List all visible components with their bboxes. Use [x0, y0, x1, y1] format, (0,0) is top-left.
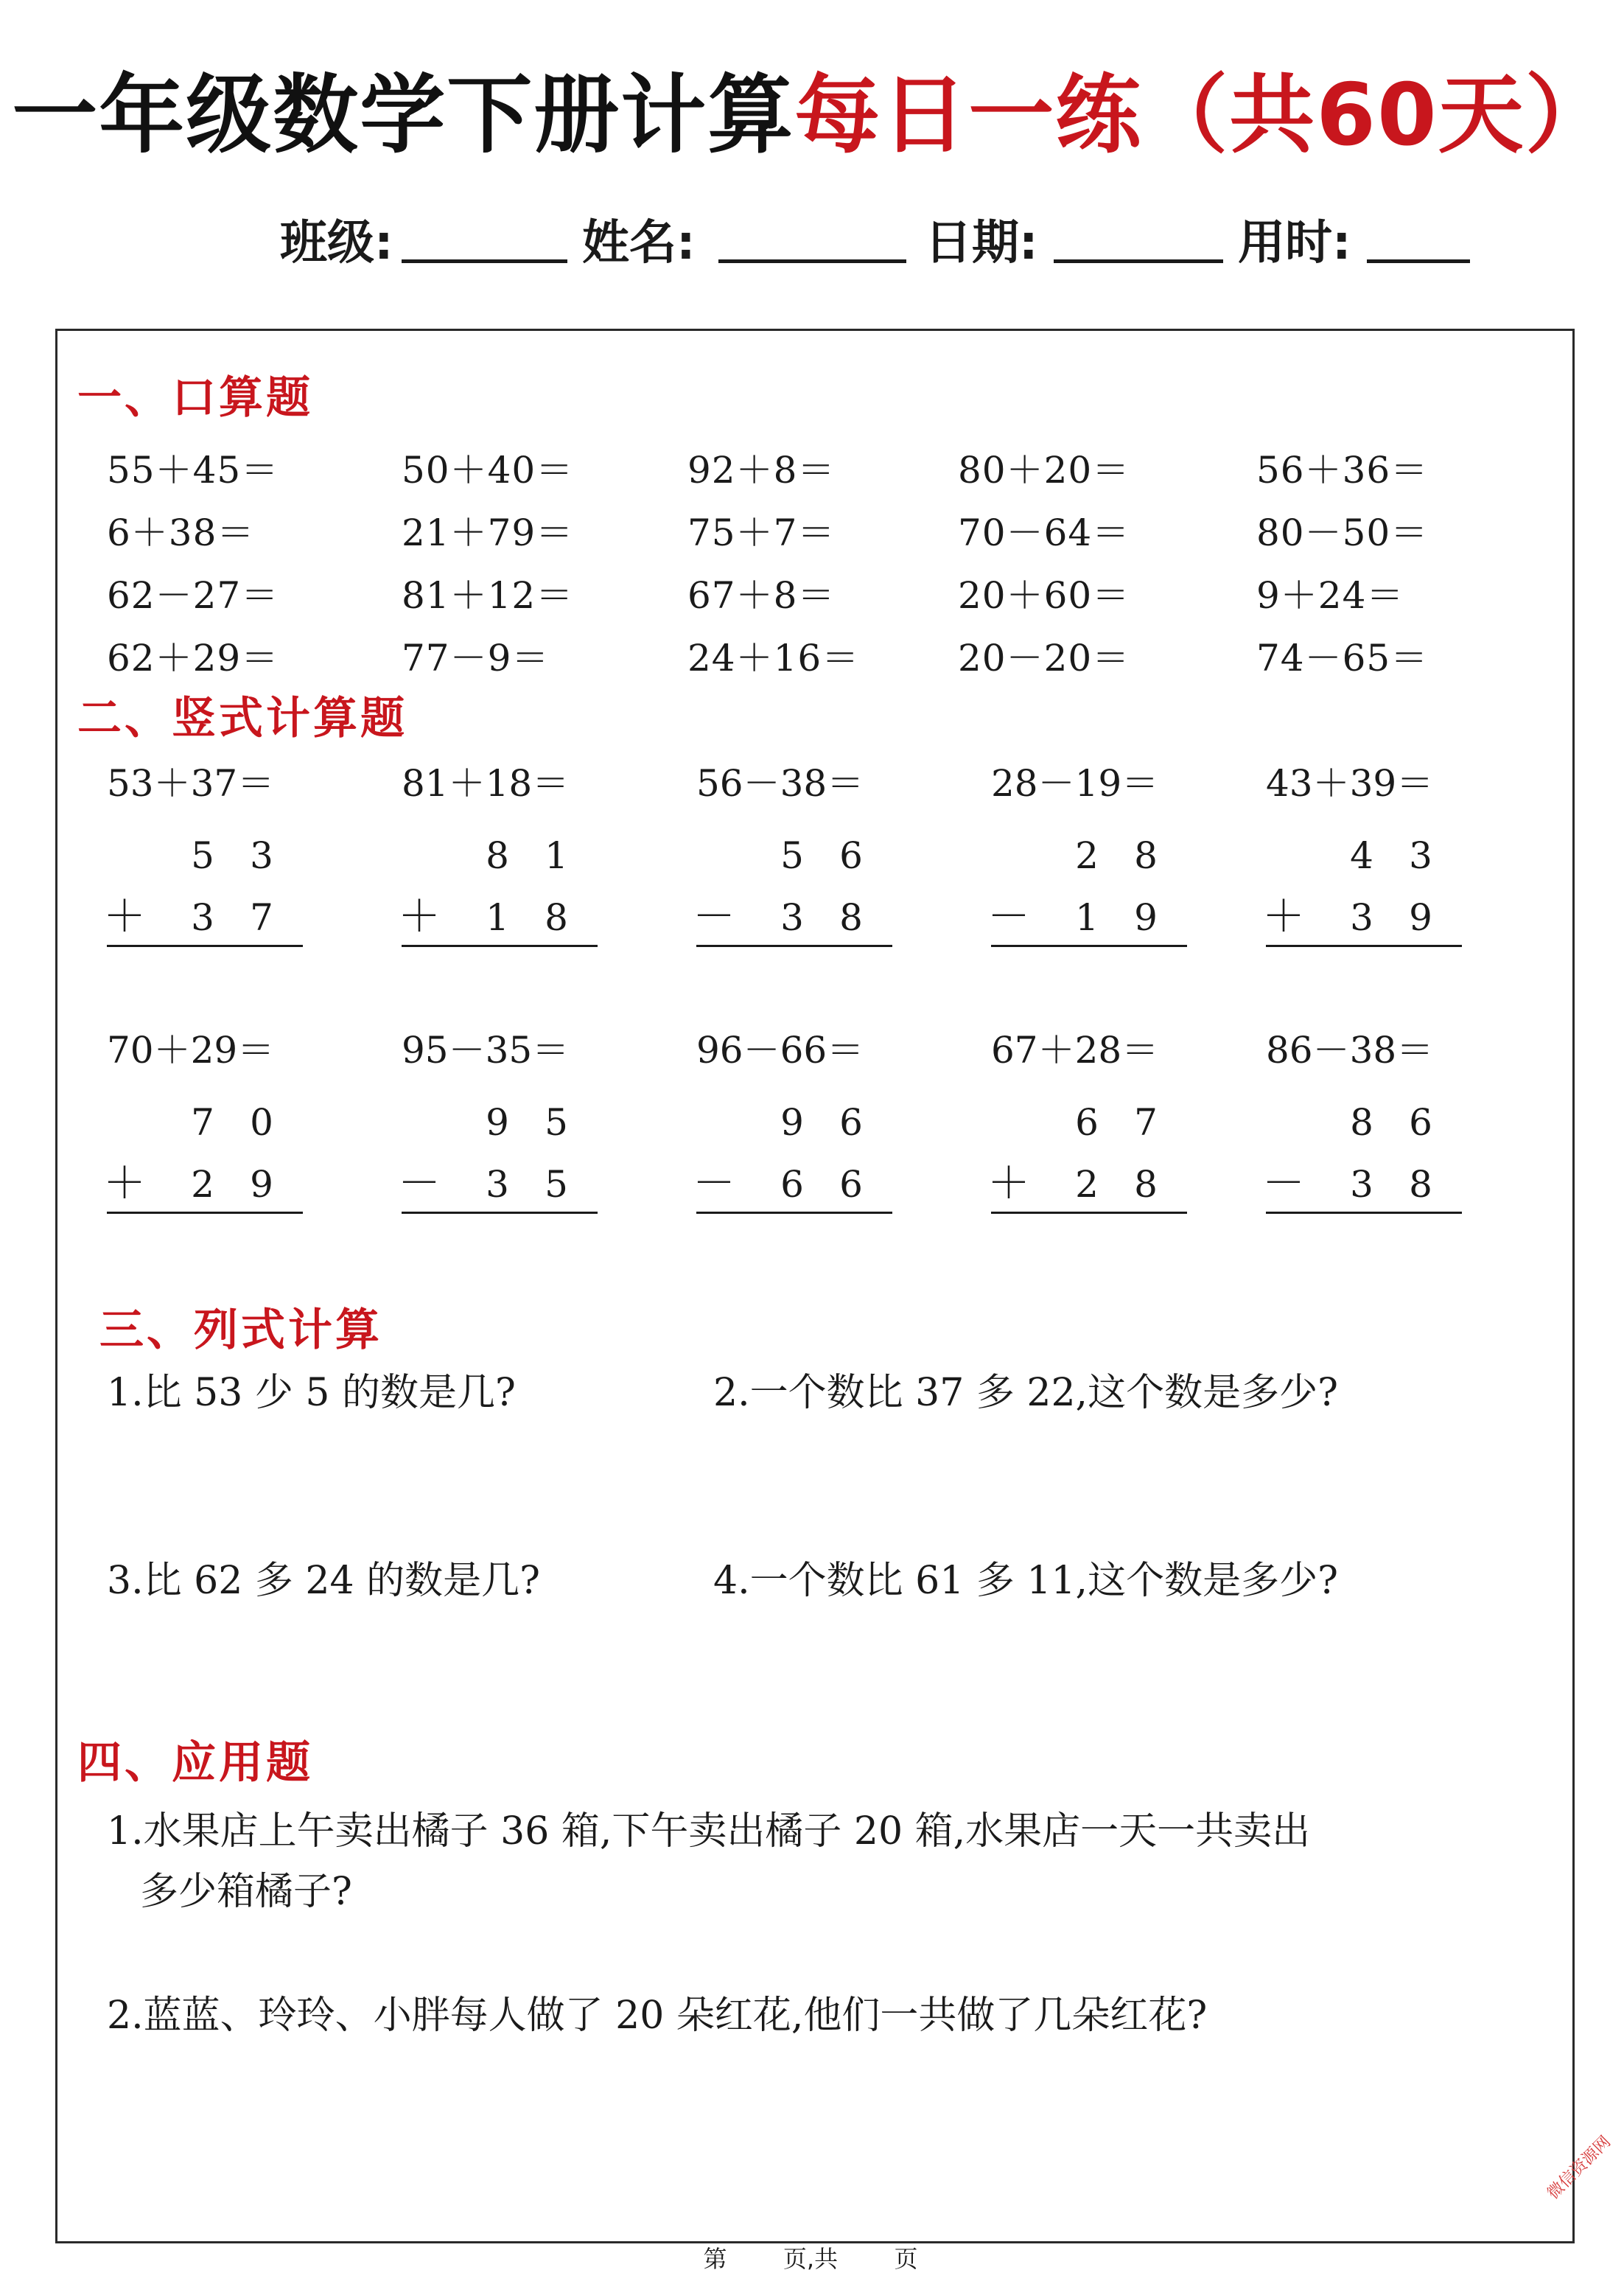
title-main: 一年级数学下册计算 — [12, 66, 795, 165]
operator-sign: ＋ — [987, 1158, 1031, 1208]
date-blank[interactable] — [1054, 259, 1223, 263]
bottom-ones-digit: 8 — [839, 896, 863, 939]
oral-problem: 77－9＝ — [402, 637, 550, 680]
top-ones-digit: 5 — [545, 1101, 568, 1144]
section-equation-title: 三、列式计算 — [99, 1304, 382, 1356]
equation-question-4: 4.一个数比 61 多 11,这个数是多少? — [713, 1559, 1338, 1603]
answer-line — [991, 945, 1187, 947]
answer-line — [107, 1212, 303, 1214]
vertical-problem-equation: 81＋18＝ — [402, 762, 570, 805]
answer-line — [991, 1212, 1187, 1214]
top-tens-digit: 5 — [780, 834, 804, 877]
bottom-tens-digit: 1 — [486, 896, 509, 939]
footer-page-total: 页,共 — [783, 2245, 839, 2273]
name-label: 姓名: — [582, 216, 696, 270]
oral-problem: 62－27＝ — [107, 574, 279, 617]
operator-sign: ＋ — [398, 891, 441, 941]
answer-line — [107, 945, 303, 947]
oral-problem: 20＋60＝ — [958, 574, 1130, 617]
oral-problem: 80＋20＝ — [958, 449, 1130, 492]
vertical-problem-equation: 95－35＝ — [402, 1029, 570, 1072]
top-tens-digit: 8 — [486, 834, 509, 877]
oral-problem: 92＋8＝ — [687, 449, 836, 492]
bottom-ones-digit: 9 — [1134, 896, 1158, 939]
bottom-tens-digit: 3 — [1350, 1163, 1373, 1206]
top-ones-digit: 6 — [839, 1101, 863, 1144]
oral-problem: 50＋40＝ — [402, 449, 574, 492]
word-problem-1-line-1: 1.水果店上午卖出橘子 36 箱,下午卖出橘子 20 箱,水果店一天一共卖出 — [107, 1809, 1311, 1854]
bottom-tens-digit: 2 — [191, 1163, 214, 1206]
oral-problem: 9＋24＝ — [1256, 574, 1404, 617]
oral-problem: 24＋16＝ — [687, 637, 860, 680]
operator-sign: － — [1262, 1158, 1306, 1208]
name-blank[interactable] — [718, 259, 906, 263]
vertical-problem-equation: 56－38＝ — [696, 762, 864, 805]
oral-problem: 80－50＝ — [1256, 511, 1429, 554]
oral-problem: 67＋8＝ — [687, 574, 836, 617]
bottom-tens-digit: 1 — [1075, 896, 1099, 939]
top-ones-digit: 0 — [250, 1101, 273, 1144]
answer-line — [696, 945, 892, 947]
top-tens-digit: 2 — [1075, 834, 1099, 877]
date-label: 日期: — [925, 216, 1038, 270]
time-label: 用时: — [1238, 216, 1351, 270]
bottom-tens-digit: 6 — [780, 1163, 804, 1206]
title-highlight: 每日一练（共60天） — [794, 66, 1612, 165]
oral-problem: 55＋45＝ — [107, 449, 279, 492]
top-tens-digit: 8 — [1350, 1101, 1373, 1144]
class-label: 班级: — [280, 216, 393, 270]
vertical-problem-equation: 67＋28＝ — [991, 1029, 1159, 1072]
equation-question-3: 3.比 62 多 24 的数是几? — [107, 1559, 540, 1603]
top-tens-digit: 9 — [780, 1101, 804, 1144]
footer-page-suffix: 页 — [894, 2245, 918, 2273]
bottom-ones-digit: 9 — [1409, 896, 1432, 939]
bottom-ones-digit: 5 — [545, 1163, 568, 1206]
operator-sign: － — [693, 1158, 736, 1208]
top-ones-digit: 3 — [1409, 834, 1432, 877]
word-problem-1-line-2: 多少箱橘子? — [140, 1870, 352, 1914]
bottom-ones-digit: 8 — [1409, 1163, 1432, 1206]
top-tens-digit: 7 — [191, 1101, 214, 1144]
operator-sign: ＋ — [103, 891, 147, 941]
class-blank[interactable] — [402, 259, 567, 263]
bottom-ones-digit: 7 — [250, 896, 273, 939]
oral-problem: 70－64＝ — [958, 511, 1130, 554]
oral-problem: 62＋29＝ — [107, 637, 279, 680]
top-ones-digit: 1 — [545, 834, 568, 877]
bottom-ones-digit: 8 — [545, 896, 568, 939]
top-tens-digit: 4 — [1350, 834, 1373, 877]
oral-problem: 56＋36＝ — [1256, 449, 1429, 492]
answer-line — [402, 1212, 598, 1214]
top-tens-digit: 6 — [1075, 1101, 1099, 1144]
top-ones-digit: 6 — [839, 834, 863, 877]
vertical-problem-equation: 70＋29＝ — [107, 1029, 275, 1072]
vertical-problem-equation: 86－38＝ — [1266, 1029, 1434, 1072]
top-tens-digit: 9 — [486, 1101, 509, 1144]
oral-problem: 6＋38＝ — [107, 511, 255, 554]
bottom-ones-digit: 9 — [250, 1163, 273, 1206]
answer-line — [1266, 945, 1462, 947]
operator-sign: ＋ — [103, 1158, 147, 1208]
oral-problem: 75＋7＝ — [687, 511, 836, 554]
equation-question-2: 2.一个数比 37 多 22,这个数是多少? — [713, 1371, 1338, 1415]
bottom-tens-digit: 3 — [486, 1163, 509, 1206]
section-oral-title: 一、口算题 — [77, 372, 313, 424]
bottom-tens-digit: 3 — [1350, 896, 1373, 939]
footer-page-prefix: 第 — [703, 2245, 727, 2273]
page-title — [0, 60, 1624, 171]
top-tens-digit: 5 — [191, 834, 214, 877]
bottom-ones-digit: 8 — [1134, 1163, 1158, 1206]
bottom-tens-digit: 2 — [1075, 1163, 1099, 1206]
top-ones-digit: 8 — [1134, 834, 1158, 877]
vertical-problem-equation: 53＋37＝ — [107, 762, 275, 805]
word-problem-2: 2.蓝蓝、玲玲、小胖每人做了 20 朵红花,他们一共做了几朵红花? — [107, 1994, 1208, 2038]
time-blank[interactable] — [1367, 259, 1470, 263]
top-ones-digit: 7 — [1134, 1101, 1158, 1144]
section-word-problems-title: 四、应用题 — [77, 1737, 313, 1789]
vertical-problem-equation: 96－66＝ — [696, 1029, 864, 1072]
operator-sign: － — [693, 891, 736, 941]
answer-line — [402, 945, 598, 947]
vertical-problem-equation: 28－19＝ — [991, 762, 1159, 805]
operator-sign: ＋ — [1262, 891, 1306, 941]
oral-problem: 21＋79＝ — [402, 511, 574, 554]
bottom-ones-digit: 6 — [839, 1163, 863, 1206]
bottom-tens-digit: 3 — [191, 896, 214, 939]
top-ones-digit: 6 — [1409, 1101, 1432, 1144]
operator-sign: － — [987, 891, 1031, 941]
top-ones-digit: 3 — [250, 834, 273, 877]
watermark-stamp: 微信资源网 — [1544, 2132, 1615, 2204]
section-vertical-title: 二、竖式计算题 — [77, 693, 407, 744]
equation-question-1: 1.比 53 少 5 的数是几? — [107, 1371, 516, 1415]
vertical-problem-equation: 43＋39＝ — [1266, 762, 1434, 805]
operator-sign: － — [398, 1158, 441, 1208]
answer-line — [696, 1212, 892, 1214]
bottom-tens-digit: 3 — [780, 896, 804, 939]
answer-line — [1266, 1212, 1462, 1214]
oral-problem: 81＋12＝ — [402, 574, 574, 617]
oral-problem: 20－20＝ — [958, 637, 1130, 680]
page-footer — [663, 2240, 958, 2277]
oral-problem: 74－65＝ — [1256, 637, 1429, 680]
